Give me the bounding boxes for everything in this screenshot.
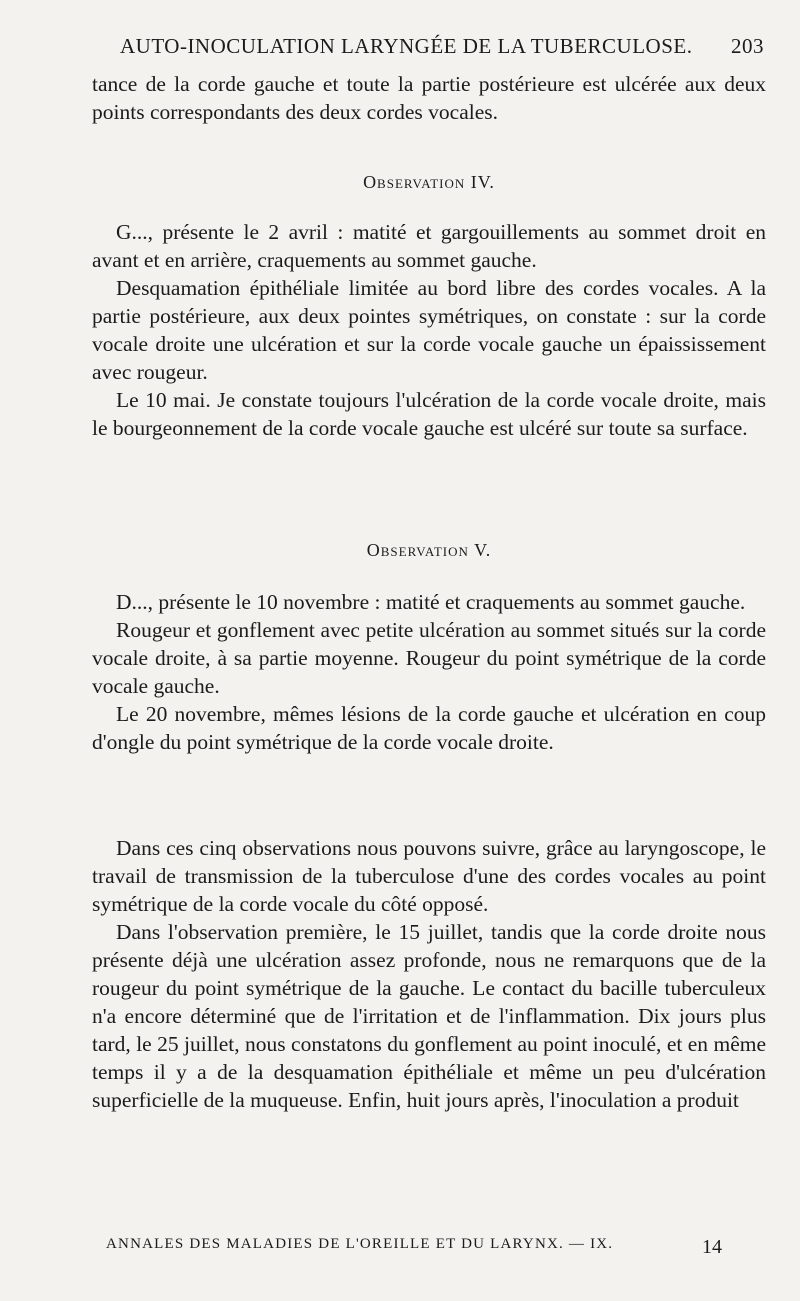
paragraph-6: Rougeur et gonflement avec petite ulcération au sommet situés sur la corde vocale droite, à sa partie moyenne. Rougeur du point symétrique de la corde vocale gauche. bbox=[92, 618, 766, 698]
observation-4-title: Observation IV. bbox=[363, 172, 495, 192]
paragraph-4: Le 10 mai. Je constate toujours l'ulcération de la corde vocale droite, mais le bourgeonnement de la corde vocale gauche est ulcéré sur toute sa surface. bbox=[92, 388, 766, 440]
journal-footer: ANNALES DES MALADIES DE L'OREILLE ET DU LARYNX. — IX. bbox=[106, 1236, 614, 1252]
paragraph-8: Dans ces cinq observations nous pouvons suivre, grâce au laryngoscope, le travail de transmission de la tuberculose d'une des cordes vocales au point symétrique de la corde vocale du côté opposé. bbox=[92, 836, 766, 916]
observation-5-title: Observation V. bbox=[366, 540, 492, 560]
paragraph-7: Le 20 novembre, mêmes lésions de la corde gauche et ulcération en coup d'ongle du point symétrique de la corde vocale droite. bbox=[92, 702, 766, 754]
paragraph-1-block bbox=[92, 70, 766, 126]
page-footer bbox=[106, 1236, 758, 1259]
paragraph-5: D..., présente le 10 novembre : matité et craquements au sommet gauche. bbox=[116, 590, 746, 614]
observation-4-title-block bbox=[92, 168, 766, 196]
running-title: AUTO-INOCULATION LARYNGÉE DE LA TUBERCULOSE. bbox=[120, 34, 693, 58]
paragraph-2: G..., présente le 2 avril : matité et gargouillements au sommet droit en avant et en arrière, craquements au sommet gauche. bbox=[92, 220, 766, 272]
running-header bbox=[120, 34, 764, 59]
page-number: 203 bbox=[731, 34, 764, 58]
observation-5-title-block bbox=[92, 536, 766, 564]
paragraph-9: Dans l'observation première, le 15 juillet, tandis que la corde droite nous présente déjà une ulcération assez profonde, nous ne remarquons que de la rougeur du point symétrique de la gauche. Le contact du bacille tuberculeux n'a encore déterminé que de l'irritation et de l'inflammation. Dix jours plus tard, le 25 juillet, nous constatons du gonflement au point inoculé, et en même temps il y a de la desquamation épithéliale et même un peu d'ulcération superficielle de la muqueuse. Enfin, huit jours après, l'inoculation a produit bbox=[92, 920, 766, 1112]
paragraph-1: tance de la corde gauche et toute la partie postérieure est ulcérée aux deux points correspondants des deux cordes vocales. bbox=[92, 72, 766, 124]
paragraph-3: Desquamation épithéliale limitée au bord libre des cordes vocales. A la partie postérieure, aux deux pointes symétriques, on constate : sur la corde vocale droite une ulcération et sur la corde vocale gauche un épaississement avec rougeur. bbox=[92, 276, 766, 384]
signature-mark: 14 bbox=[702, 1236, 722, 1258]
discussion-block bbox=[92, 834, 766, 1114]
observation-5-block bbox=[92, 588, 766, 756]
observation-4-block bbox=[92, 218, 766, 442]
